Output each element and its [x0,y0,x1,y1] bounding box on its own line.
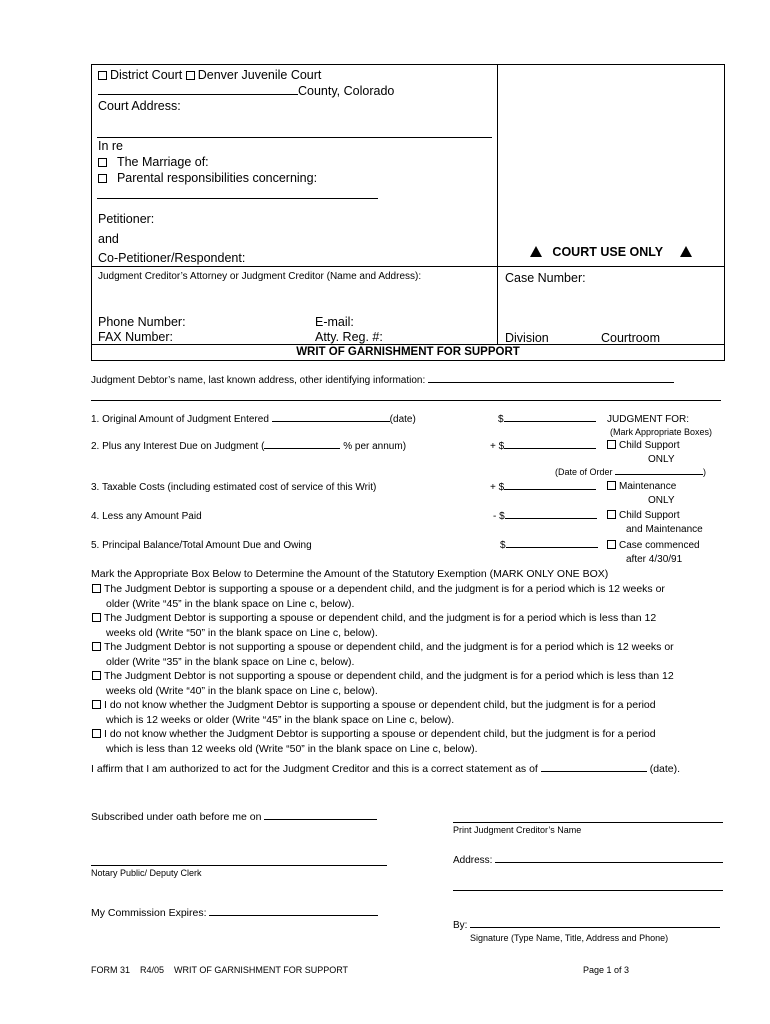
caption-top-border [91,64,725,65]
mark-appropriate-label: (Mark Appropriate Boxes) [610,427,713,437]
debtor-info-line-2[interactable] [91,400,721,401]
child-support-only: ONLY [648,454,675,465]
exemption-checkbox-3[interactable] [92,642,101,651]
row-2-label: 2. Plus any Interest Due on Judgment ( % per annum) [91,441,407,452]
notary-line[interactable] [91,865,387,866]
amount-paid-blank[interactable] [505,518,597,519]
creditor-name-line[interactable] [453,822,723,823]
child-support-checkbox[interactable] [607,440,616,449]
attorney-label: Judgment Creditor’s Attorney or Judgment Creditor (Name and Address): [98,271,422,282]
footer-page-number: Page 1 of 3 [583,965,630,975]
total-due-blank[interactable] [506,547,598,548]
row-5-label: 5. Principal Balance/Total Amount Due and Owing [91,540,312,551]
juvenile-court-checkbox[interactable] [186,71,195,80]
triangle-up-icon [680,246,692,257]
commission-line: My Commission Expires: [91,907,378,919]
taxable-costs-blank[interactable] [504,489,596,490]
judgment-for-label: JUDGMENT FOR: [607,414,690,425]
caption-divider [497,64,498,345]
signature-caption: Signature (Type Name, Title, Address and Phone) [470,933,669,943]
title-bottom-border [91,360,725,361]
affirm-statement: I affirm that I am authorized to act for the Judgment Creditor and this is a correct statement as of (date). [91,763,681,775]
petitioner-label: Petitioner: [98,212,155,226]
exemption-option-4: The Judgment Debtor is not supporting a spouse or dependent child, and the judgment is for a period which is less than 12 weeks old (Write “40” in the blank space on Line c, below). [92,669,728,698]
date-of-order: (Date of Order ) [555,467,707,477]
row-3-amount: + $ [490,482,596,493]
parental-option: Parental responsibilities concerning: [98,171,317,185]
by-row: By: [453,920,720,931]
case-number-label: Case Number: [505,271,586,285]
row-3-label: 3. Taxable Costs (including estimated cost of service of this Writ) [91,482,377,493]
court-use-only: COURT USE ONLY [530,245,692,259]
address-row: Address: [453,855,723,866]
signature-blank[interactable] [470,927,720,928]
exemption-option-3: The Judgment Debtor is not supporting a spouse or dependent child, and the judgment is for a period which is 12 weeks or older (Write “35” in the blank space on Line c, below). [92,640,728,669]
maintenance-option: Maintenance [607,481,676,492]
debtor-info-label: Judgment Debtor’s name, last known address, other identifying information: [91,375,674,386]
form-title: WRIT OF GARNISHMENT FOR SUPPORT [296,346,520,358]
fax-label: FAX Number: [98,330,174,344]
copetitioner-label: Co-Petitioner/Respondent: [98,251,246,265]
triangle-up-icon [530,246,542,257]
affirm-date-blank[interactable] [541,771,647,772]
print-name-caption: Print Judgment Creditor’s Name [453,825,582,835]
courtroom-label: Courtroom [601,331,661,345]
interest-rate-blank[interactable] [264,448,340,449]
address-line-2[interactable] [453,890,723,891]
row-4-label: 4. Less any Amount Paid [91,511,202,522]
footer-form-id: FORM 31 R4/05 WRIT OF GARNISHMENT FOR SUPPORT [91,965,349,975]
exemption-checkbox-4[interactable] [92,671,101,680]
case-commenced-checkbox[interactable] [607,540,616,549]
exemption-checkbox-6[interactable] [92,729,101,738]
parties-line[interactable] [97,198,378,199]
exemption-checkbox-1[interactable] [92,584,101,593]
child-support-maintenance-checkbox[interactable] [607,510,616,519]
county-line: County, Colorado [98,84,394,98]
notary-caption: Notary Public/ Deputy Clerk [91,868,202,878]
exemption-option-1: The Judgment Debtor is supporting a spouse or a dependent child, and the judgment is for a period which is 12 weeks or older (Write “45” in the blank space on Line c, below). [92,582,728,611]
row-4-amount: - $ [493,511,597,522]
interest-amount-blank[interactable] [504,448,596,449]
debtor-info-blank[interactable] [428,382,674,383]
commission-blank[interactable] [209,915,378,916]
exemption-checkbox-2[interactable] [92,613,101,622]
row-1-amount: $ [498,414,596,425]
exemption-option-2: The Judgment Debtor is supporting a spouse or dependent child, and the judgment is for a period which is less than 12 weeks old (Write “50” in the blank space on Line c, below). [92,611,728,640]
and-maintenance-label: and Maintenance [626,524,703,535]
exemption-option-5: I do not know whether the Judgment Debtor is supporting a spouse or dependent child, but the judgment is for a period which is 12 weeks or older (Write “45” in the blank space on Line c, below). [92,698,728,727]
division-label: Division [505,331,549,345]
in-re-label: In re [98,139,124,153]
row-5-amount: $ [500,540,598,551]
email-label: E-mail: [315,315,354,329]
row-1-label: 1. Original Amount of Judgment Entered (date) [91,414,416,425]
case-commenced-option: Case commenced [607,540,700,551]
original-amount-blank[interactable] [504,421,596,422]
mark-box-heading: Mark the Appropriate Box Below to Determine the Amount of the Statutory Exemption (MARK ONLY ONE BOX) [91,568,609,580]
caption-left-border [91,64,92,361]
subscribed-line: Subscribed under oath before me on [91,811,377,823]
court-selection: District Court Denver Juvenile Court [98,68,321,82]
child-support-maintenance-option: Child Support [607,510,680,521]
maintenance-checkbox[interactable] [607,481,616,490]
after-date-label: after 4/30/91 [626,554,683,565]
date-of-order-blank[interactable] [615,474,703,475]
address-blank[interactable] [495,862,723,863]
parental-checkbox[interactable] [98,174,107,183]
exemption-checkbox-5[interactable] [92,700,101,709]
marriage-option: The Marriage of: [98,155,209,169]
original-amount-date-blank[interactable] [272,421,390,422]
child-support-option: Child Support [607,440,680,451]
phone-label: Phone Number: [98,315,186,329]
marriage-checkbox[interactable] [98,158,107,167]
maintenance-only: ONLY [648,495,675,506]
atty-reg-label: Atty. Reg. #: [315,330,383,344]
district-court-checkbox[interactable] [98,71,107,80]
county-blank[interactable] [98,94,298,95]
and-label: and [98,232,119,246]
subscribed-date-blank[interactable] [264,819,377,820]
caption-right-border [724,64,725,361]
caption-mid-border [91,266,725,267]
court-address-label: Court Address: [98,99,181,113]
court-address-line[interactable] [97,137,492,138]
exemption-option-6: I do not know whether the Judgment Debtor is supporting a spouse or dependent child, but the judgment is for a period which is less than 12 weeks old (Write “50” in the blank space on Line c, below). [92,727,728,756]
row-2-amount: + $ [490,441,596,452]
